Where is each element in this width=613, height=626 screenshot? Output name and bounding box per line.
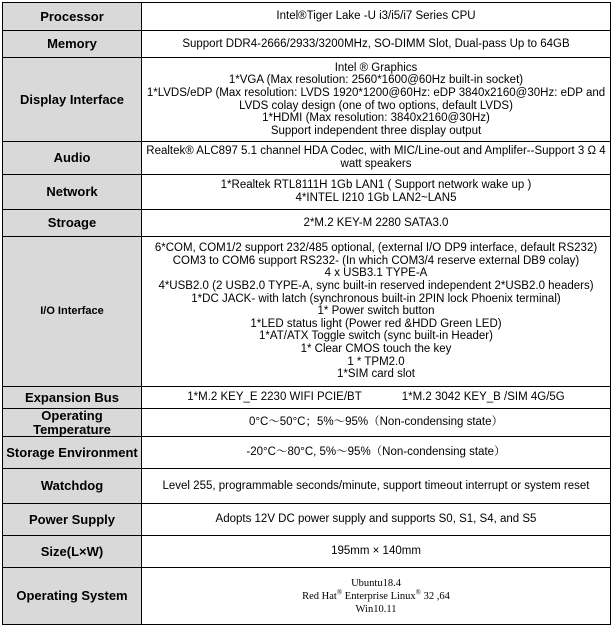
row-processor bbox=[3, 3, 611, 31]
network-value bbox=[142, 175, 611, 210]
audio-value bbox=[142, 142, 611, 175]
row-io bbox=[3, 237, 611, 387]
display-line: 1*LVDS/eDP (Max resolution: LVDS 1920*1200@60Hz: eDP 3840x2160@30Hz: eDP and LVDS colay design (one of two options, default LVDS) bbox=[146, 86, 606, 112]
io-line: 1*LED status light (Power red &HDD Green LED) bbox=[250, 317, 502, 330]
power-line: Adopts 12V DC power supply and supports S0, S1, S4, and S5 bbox=[215, 513, 537, 526]
display-label: Display Interface bbox=[3, 58, 142, 142]
os-redhat-text: Red Hat bbox=[302, 590, 337, 602]
spec-table bbox=[2, 2, 611, 625]
memory-value bbox=[142, 31, 611, 58]
op-temp-line: 0°C～50°C；5%～95%（Non-condensing state） bbox=[248, 416, 503, 429]
network-line: 1*Realtek RTL8111H 1Gb LAN1 ( Support network wake up ) bbox=[220, 179, 532, 192]
storage-value bbox=[142, 210, 611, 237]
display-line: Intel ® Graphics bbox=[334, 61, 418, 74]
registered-mark: ® bbox=[415, 588, 421, 596]
op-temp-value bbox=[142, 409, 611, 437]
watchdog-line: Level 255, programmable seconds/minute, support timeout interrupt or system reset bbox=[162, 479, 590, 492]
display-line: 1*HDMI (Max resolution: 3840x2160@30Hz) bbox=[262, 112, 490, 125]
storage-line: 2*M.2 KEY-M 2280 SATA3.0 bbox=[303, 216, 449, 229]
display-line: 1*VGA (Max resolution: 2560*1600@60Hz built-in socket) bbox=[228, 74, 524, 87]
power-label: Power Supply bbox=[3, 504, 142, 536]
os-redhat-text: 32 ,64 bbox=[420, 590, 450, 602]
row-network bbox=[3, 175, 611, 210]
expansion-label: Expansion Bus bbox=[3, 387, 142, 409]
size-line: 195mm × 140mm bbox=[331, 545, 421, 558]
row-display bbox=[3, 58, 611, 142]
storage-env-value bbox=[142, 437, 611, 469]
storage-env-label: Storage Environment bbox=[3, 437, 142, 469]
row-storage bbox=[3, 210, 611, 237]
processor-label: Processor bbox=[3, 3, 142, 31]
io-line: 6*COM, COM1/2 support 232/485 optional, (external I/O DP9 interface, default RS232) bbox=[154, 242, 598, 255]
row-watchdog bbox=[3, 469, 611, 504]
audio-label: Audio bbox=[3, 142, 142, 175]
row-op-temp bbox=[3, 409, 611, 437]
row-memory bbox=[3, 31, 611, 58]
memory-label: Memory bbox=[3, 31, 142, 58]
io-line: 4*USB2.0 (2 USB2.0 TYPE-A, sync built-in reserved independent 2*USB2.0 headers) bbox=[158, 280, 594, 293]
watchdog-label: Watchdog bbox=[3, 469, 142, 504]
size-value bbox=[142, 536, 611, 568]
processor-value bbox=[142, 3, 611, 31]
io-line: COM3 to COM6 support RS232- (In which COM3/4 reserve external DB9 colay) bbox=[172, 254, 580, 267]
row-os bbox=[3, 568, 611, 625]
display-value bbox=[142, 58, 611, 142]
display-line: Support independent three display output bbox=[270, 124, 482, 137]
storage-env-line: -20°C～80°C, 5%～95%（Non-condensing state） bbox=[246, 446, 506, 459]
expansion-value bbox=[142, 387, 611, 409]
registered-mark: ® bbox=[336, 588, 343, 596]
network-line: 4*INTEL I210 1Gb LAN2~LAN5 bbox=[295, 192, 457, 204]
io-line: 1* Clear CMOS touch the key bbox=[300, 342, 452, 355]
os-label: Operating System bbox=[3, 568, 142, 625]
storage-label: Stroage bbox=[3, 210, 142, 237]
io-line: 1*SIM card slot bbox=[337, 368, 415, 381]
op-temp-label: Operating Temperature bbox=[3, 409, 142, 437]
row-storage-env bbox=[3, 437, 611, 469]
io-line: 1 * TPM2.0 bbox=[347, 355, 405, 368]
power-value bbox=[142, 504, 611, 536]
io-label: I/O Interface bbox=[3, 237, 142, 387]
network-label: Network bbox=[3, 175, 142, 210]
io-line: 4 x USB3.1 TYPE-A bbox=[324, 267, 428, 280]
io-value bbox=[142, 237, 611, 387]
os-redhat-text: Enterprise Linux bbox=[342, 590, 416, 602]
size-label: Size(L×W) bbox=[3, 536, 142, 568]
processor-line: Intel®Tiger Lake -U i3/i5/i7 Series CPU bbox=[276, 10, 476, 23]
row-audio bbox=[3, 142, 611, 175]
row-power bbox=[3, 504, 611, 536]
audio-line: Realtek® ALC897 5.1 channel HDA Codec, with MIC/Line-out and Amplifer--Support 3 Ω 4 watt speakers bbox=[146, 145, 606, 170]
expansion-slot-wifi: 1*M.2 KEY_E 2230 WIFI PCIE/BT bbox=[187, 391, 362, 404]
row-size bbox=[3, 536, 611, 568]
io-line: 1* Power switch button bbox=[317, 305, 435, 318]
watchdog-value bbox=[142, 469, 611, 504]
os-line-ubuntu: Ubuntu18.4 bbox=[351, 577, 401, 589]
io-line: 1*AT/ATX Toggle switch (sync built-in Header) bbox=[259, 330, 493, 343]
row-expansion bbox=[3, 387, 611, 409]
expansion-slot-4g: 1*M.2 3042 KEY_B /SIM 4G/5G bbox=[401, 391, 565, 404]
os-line-windows: Win10.11 bbox=[355, 603, 397, 615]
memory-line: Support DDR4-2666/2933/3200MHz, SO-DIMM Slot, Dual-pass Up to 64GB bbox=[182, 37, 570, 50]
expansion-line bbox=[146, 391, 606, 404]
io-line: 1*DC JACK- with latch (synchronous built-in 2PIN lock Phoenix terminal) bbox=[191, 292, 561, 305]
os-line-redhat bbox=[146, 590, 606, 603]
os-value bbox=[142, 568, 611, 625]
